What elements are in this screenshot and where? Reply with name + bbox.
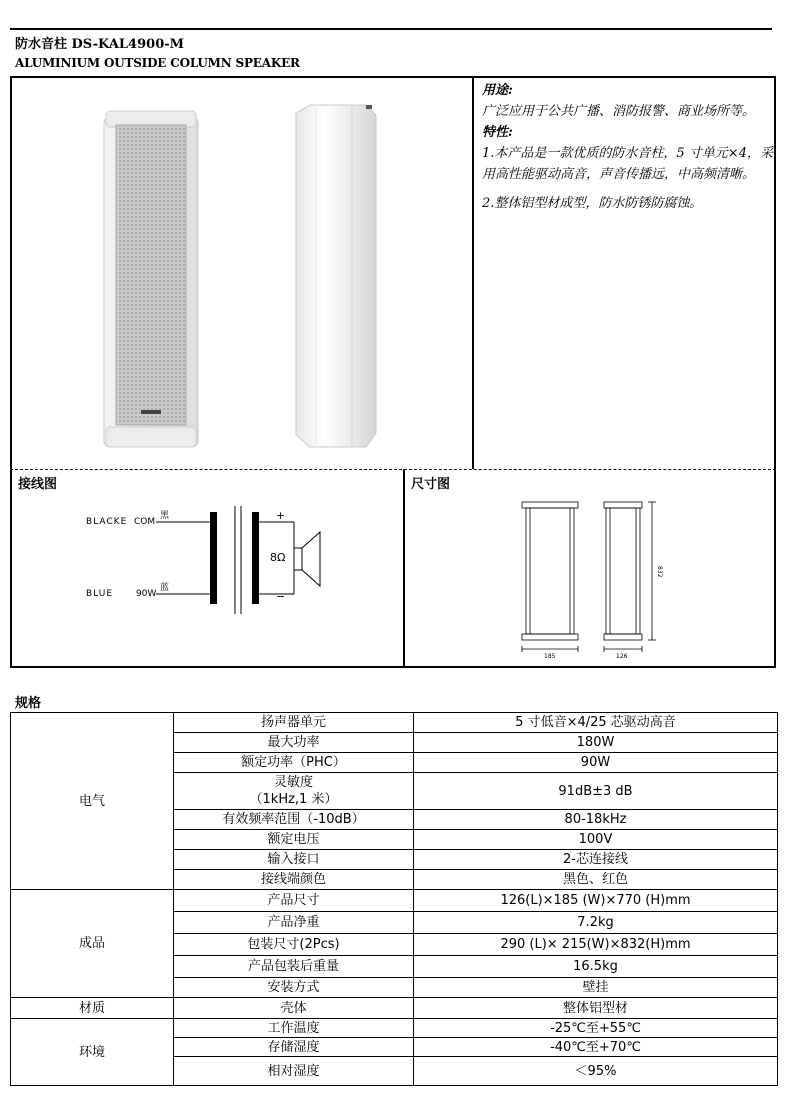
width-dimension: 185 — [544, 653, 556, 660]
wiring-dimension-divider — [403, 469, 405, 668]
spec-item: 相对湿度 — [174, 1057, 414, 1086]
spec-item: 产品尺寸 — [174, 890, 414, 912]
group-material: 材质 — [11, 998, 174, 1019]
speaker-side-view — [296, 105, 376, 447]
product-photo — [90, 95, 400, 455]
impedance-label: 8Ω — [270, 551, 286, 564]
w-tap-label: 90W — [136, 589, 157, 599]
description-panel — [482, 80, 774, 214]
w-color-label: 蓝 — [160, 583, 170, 593]
table-row — [11, 713, 778, 733]
table-row — [11, 890, 778, 912]
wiring-title: 接线图 — [18, 477, 58, 492]
spec-item — [174, 773, 414, 810]
spec-value: 100V — [414, 830, 778, 850]
spec-item: 输入接口 — [174, 850, 414, 870]
spec-value: 91dB±3 dB — [414, 773, 778, 810]
spec-item: 壳体 — [174, 998, 414, 1019]
plus-sign: + — [276, 509, 286, 522]
product-title: 防水音柱 DS-KAL4900-M — [15, 37, 185, 52]
spec-item: 产品净重 — [174, 912, 414, 934]
spec-item: 额定电压 — [174, 830, 414, 850]
section-divider — [10, 469, 776, 470]
com-tap-label: COM — [134, 517, 156, 527]
group-electrical: 电气 — [11, 713, 174, 890]
spec-value: 290 (L)× 215(W)×832(H)mm — [414, 934, 778, 956]
dimension-drawing — [510, 496, 670, 660]
spec-item-line2: （1kHz,1 米） — [249, 792, 338, 807]
spec-item-line1: 灵敏度 — [273, 775, 313, 790]
com-wire-label: BLACKE — [86, 517, 128, 527]
spec-item: 安装方式 — [174, 978, 414, 998]
spec-value: -40℃至+70℃ — [414, 1038, 778, 1057]
minus-sign: − — [276, 590, 286, 603]
features-label: 特性: — [482, 125, 513, 140]
table-row — [11, 1019, 778, 1038]
spec-value: 黑色、红色 — [414, 870, 778, 890]
spec-item: 包装尺寸(2Pcs) — [174, 934, 414, 956]
spec-value: -25℃至+55℃ — [414, 1019, 778, 1038]
spec-table — [10, 712, 778, 1086]
feature-2: 2.整体铝型材成型，防水防锈防腐蚀。 — [482, 196, 703, 211]
spec-value: 整体铝型材 — [414, 998, 778, 1019]
top-rule — [10, 28, 772, 30]
spec-value: 5 寸低音×4/25 芯驱动高音 — [414, 713, 778, 733]
com-color-label: 黑 — [160, 511, 170, 521]
speaker-front-view — [104, 111, 198, 447]
product-subtitle: ALUMINIUM OUTSIDE COLUMN SPEAKER — [15, 56, 300, 70]
w-wire-label: BLUE — [86, 589, 114, 599]
spec-value: 126(L)×185 (W)×770 (H)mm — [414, 890, 778, 912]
height-dimension: 832 — [656, 566, 663, 578]
spec-title: 规格 — [15, 696, 42, 711]
spec-item: 产品包装后重量 — [174, 956, 414, 978]
usage-label: 用途: — [482, 83, 513, 98]
image-text-divider — [472, 76, 474, 469]
spec-item: 有效频率范围（-10dB） — [174, 810, 414, 830]
spec-value: 80-18kHz — [414, 810, 778, 830]
depth-dimension: 126 — [616, 653, 628, 660]
group-product: 成品 — [11, 890, 174, 998]
spec-value: 7.2kg — [414, 912, 778, 934]
wiring-diagram — [80, 500, 340, 620]
spec-value: 16.5kg — [414, 956, 778, 978]
spec-item: 存储湿度 — [174, 1038, 414, 1057]
spec-value: ＜95% — [414, 1057, 778, 1086]
spec-item: 额定功率（PHC） — [174, 753, 414, 773]
table-row — [11, 998, 778, 1019]
usage-text: 广泛应用于公共广播、消防报警、商业场所等。 — [482, 104, 756, 119]
spec-item: 最大功率 — [174, 733, 414, 753]
spec-value: 90W — [414, 753, 778, 773]
group-environment: 环境 — [11, 1019, 174, 1086]
dimension-title: 尺寸图 — [411, 477, 451, 492]
spec-item: 扬声器单元 — [174, 713, 414, 733]
spec-value: 2-芯连接线 — [414, 850, 778, 870]
spec-value: 180W — [414, 733, 778, 753]
feature-1: 1.本产品是一款优质的防水音柱，5 寸单元×4，采用高性能驱动高音，声音传播远，中高频清晰。 — [482, 146, 773, 182]
spec-item: 接线端颜色 — [174, 870, 414, 890]
spec-item: 工作温度 — [174, 1019, 414, 1038]
spec-value: 壁挂 — [414, 978, 778, 998]
